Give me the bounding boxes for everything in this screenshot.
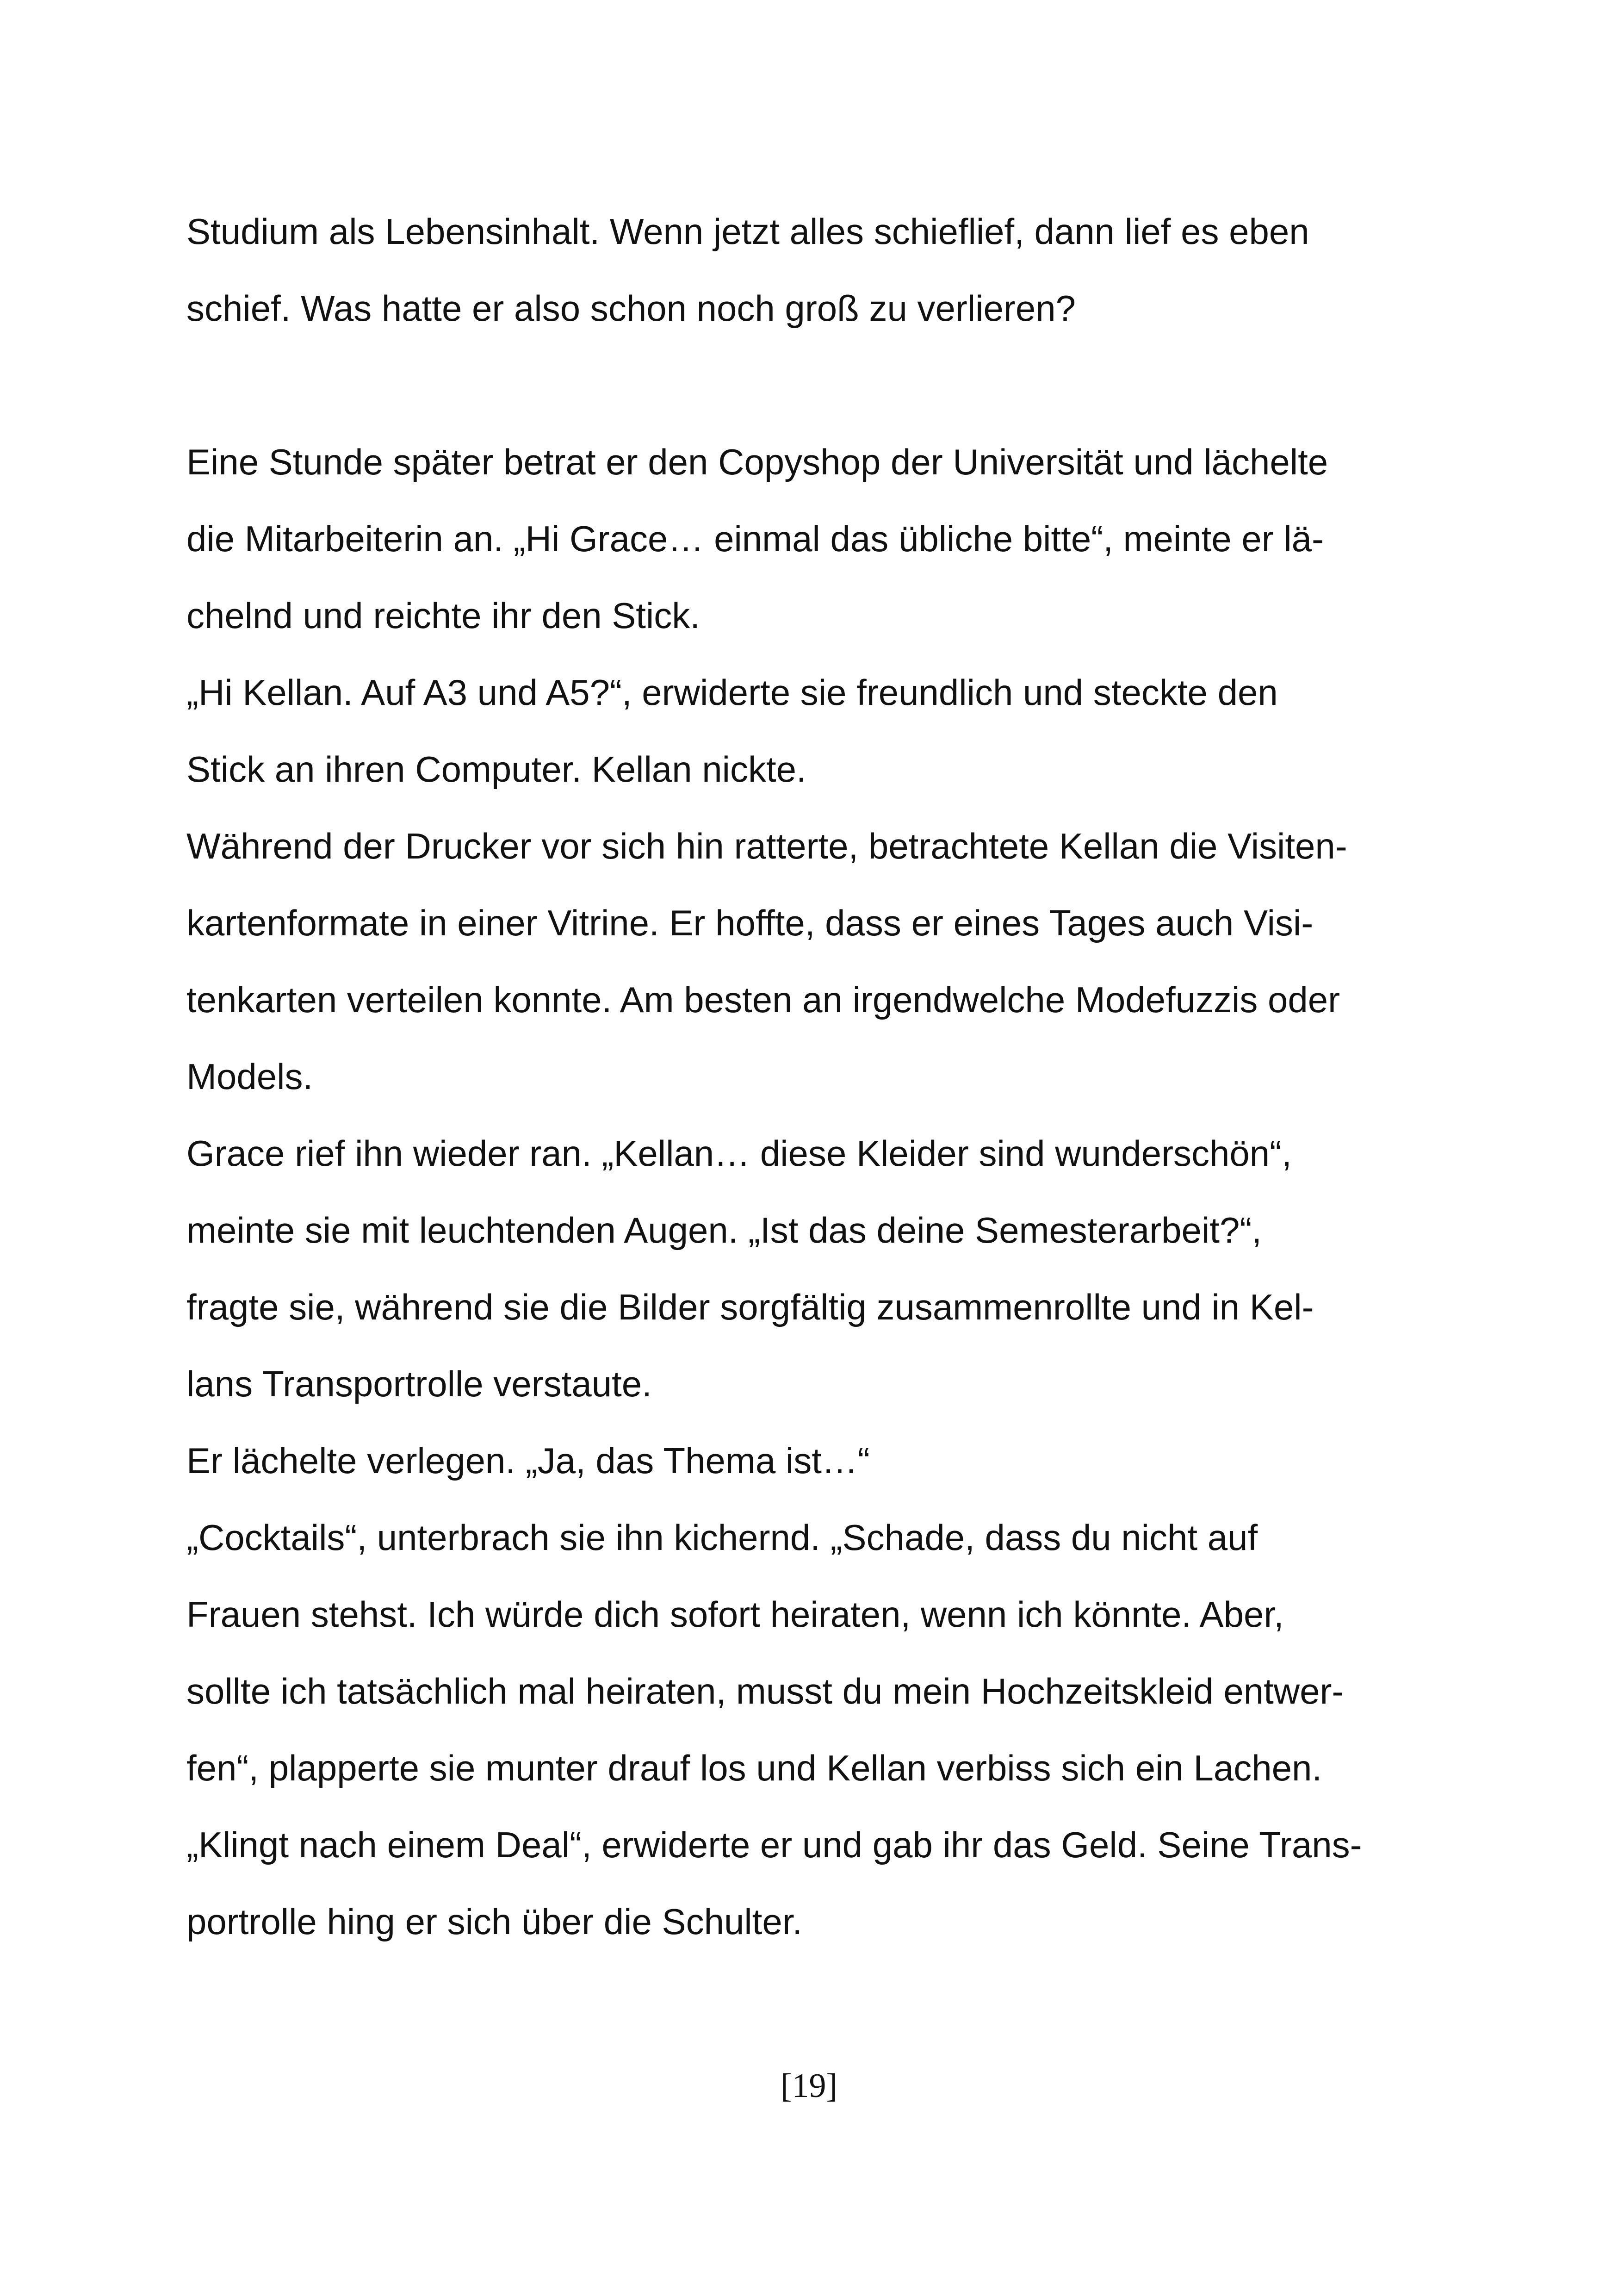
text-line: Eine Stunde später betrat er den Copyshop der Universität und lächelte: [186, 442, 1328, 482]
text-line: kartenformate in einer Vitrine. Er hoffte, dass er eines Tages auch Visi-: [186, 902, 1314, 943]
text-line: Frauen stehst. Ich würde dich sofort heiraten, wenn ich könnte. Aber,: [186, 1594, 1284, 1635]
page-number: [19]: [780, 2067, 838, 2105]
text-line: „Hi Kellan. Auf A3 und A5?“, erwiderte sie freundlich und steckte den: [186, 672, 1278, 713]
text-line: „Klingt nach einem Deal“, erwiderte er und gab ihr das Geld. Seine Trans-: [186, 1824, 1362, 1865]
body-text: [186, 207, 1463, 1974]
text-line: Stick an ihren Computer. Kellan nickte.: [186, 749, 806, 790]
text-line: lans Transportrolle verstaute.: [186, 1363, 652, 1404]
text-line: Grace rief ihn wieder ran. „Kellan… diese Kleider sind wunderschön“,: [186, 1133, 1292, 1174]
text-line: fen“, plapperte sie munter drauf los und Kellan verbiss sich ein Lachen.: [186, 1748, 1322, 1788]
text-line: schief. Was hatte er also schon noch groß zu verlieren?: [186, 288, 1076, 329]
text-line: meinte sie mit leuchtenden Augen. „Ist das deine Semesterarbeit?“,: [186, 1210, 1262, 1251]
text-line: sollte ich tatsächlich mal heiraten, musst du mein Hochzeitskleid entwer-: [186, 1671, 1344, 1711]
text-line: chelnd und reichte ihr den Stick.: [186, 595, 700, 636]
text-line: fragte sie, während sie die Bilder sorgfältig zusammenrollte und in Kel-: [186, 1287, 1314, 1327]
text-line: Während der Drucker vor sich hin ratterte, betrachtete Kellan die Visiten-: [186, 826, 1347, 866]
text-line: Er lächelte verlegen. „Ja, das Thema ist…“: [186, 1440, 870, 1481]
text-line: Models.: [186, 1056, 313, 1097]
text-line: die Mitarbeiterin an. „Hi Grace… einmal das übliche bitte“, meinte er lä-: [186, 518, 1324, 559]
text-line: tenkarten verteilen konnte. Am besten an irgendwelche Modefuzzis oder: [186, 979, 1340, 1020]
text-line: Studium als Lebensinhalt. Wenn jetzt alles schieflief, dann lief es eben: [186, 211, 1309, 252]
text-line: portrolle hing er sich über die Schulter.: [186, 1901, 803, 1942]
paragraph-gap: [186, 361, 1463, 438]
text-line: „Cocktails“, unterbrach sie ihn kichernd. „Schade, dass du nicht auf: [186, 1517, 1258, 1558]
